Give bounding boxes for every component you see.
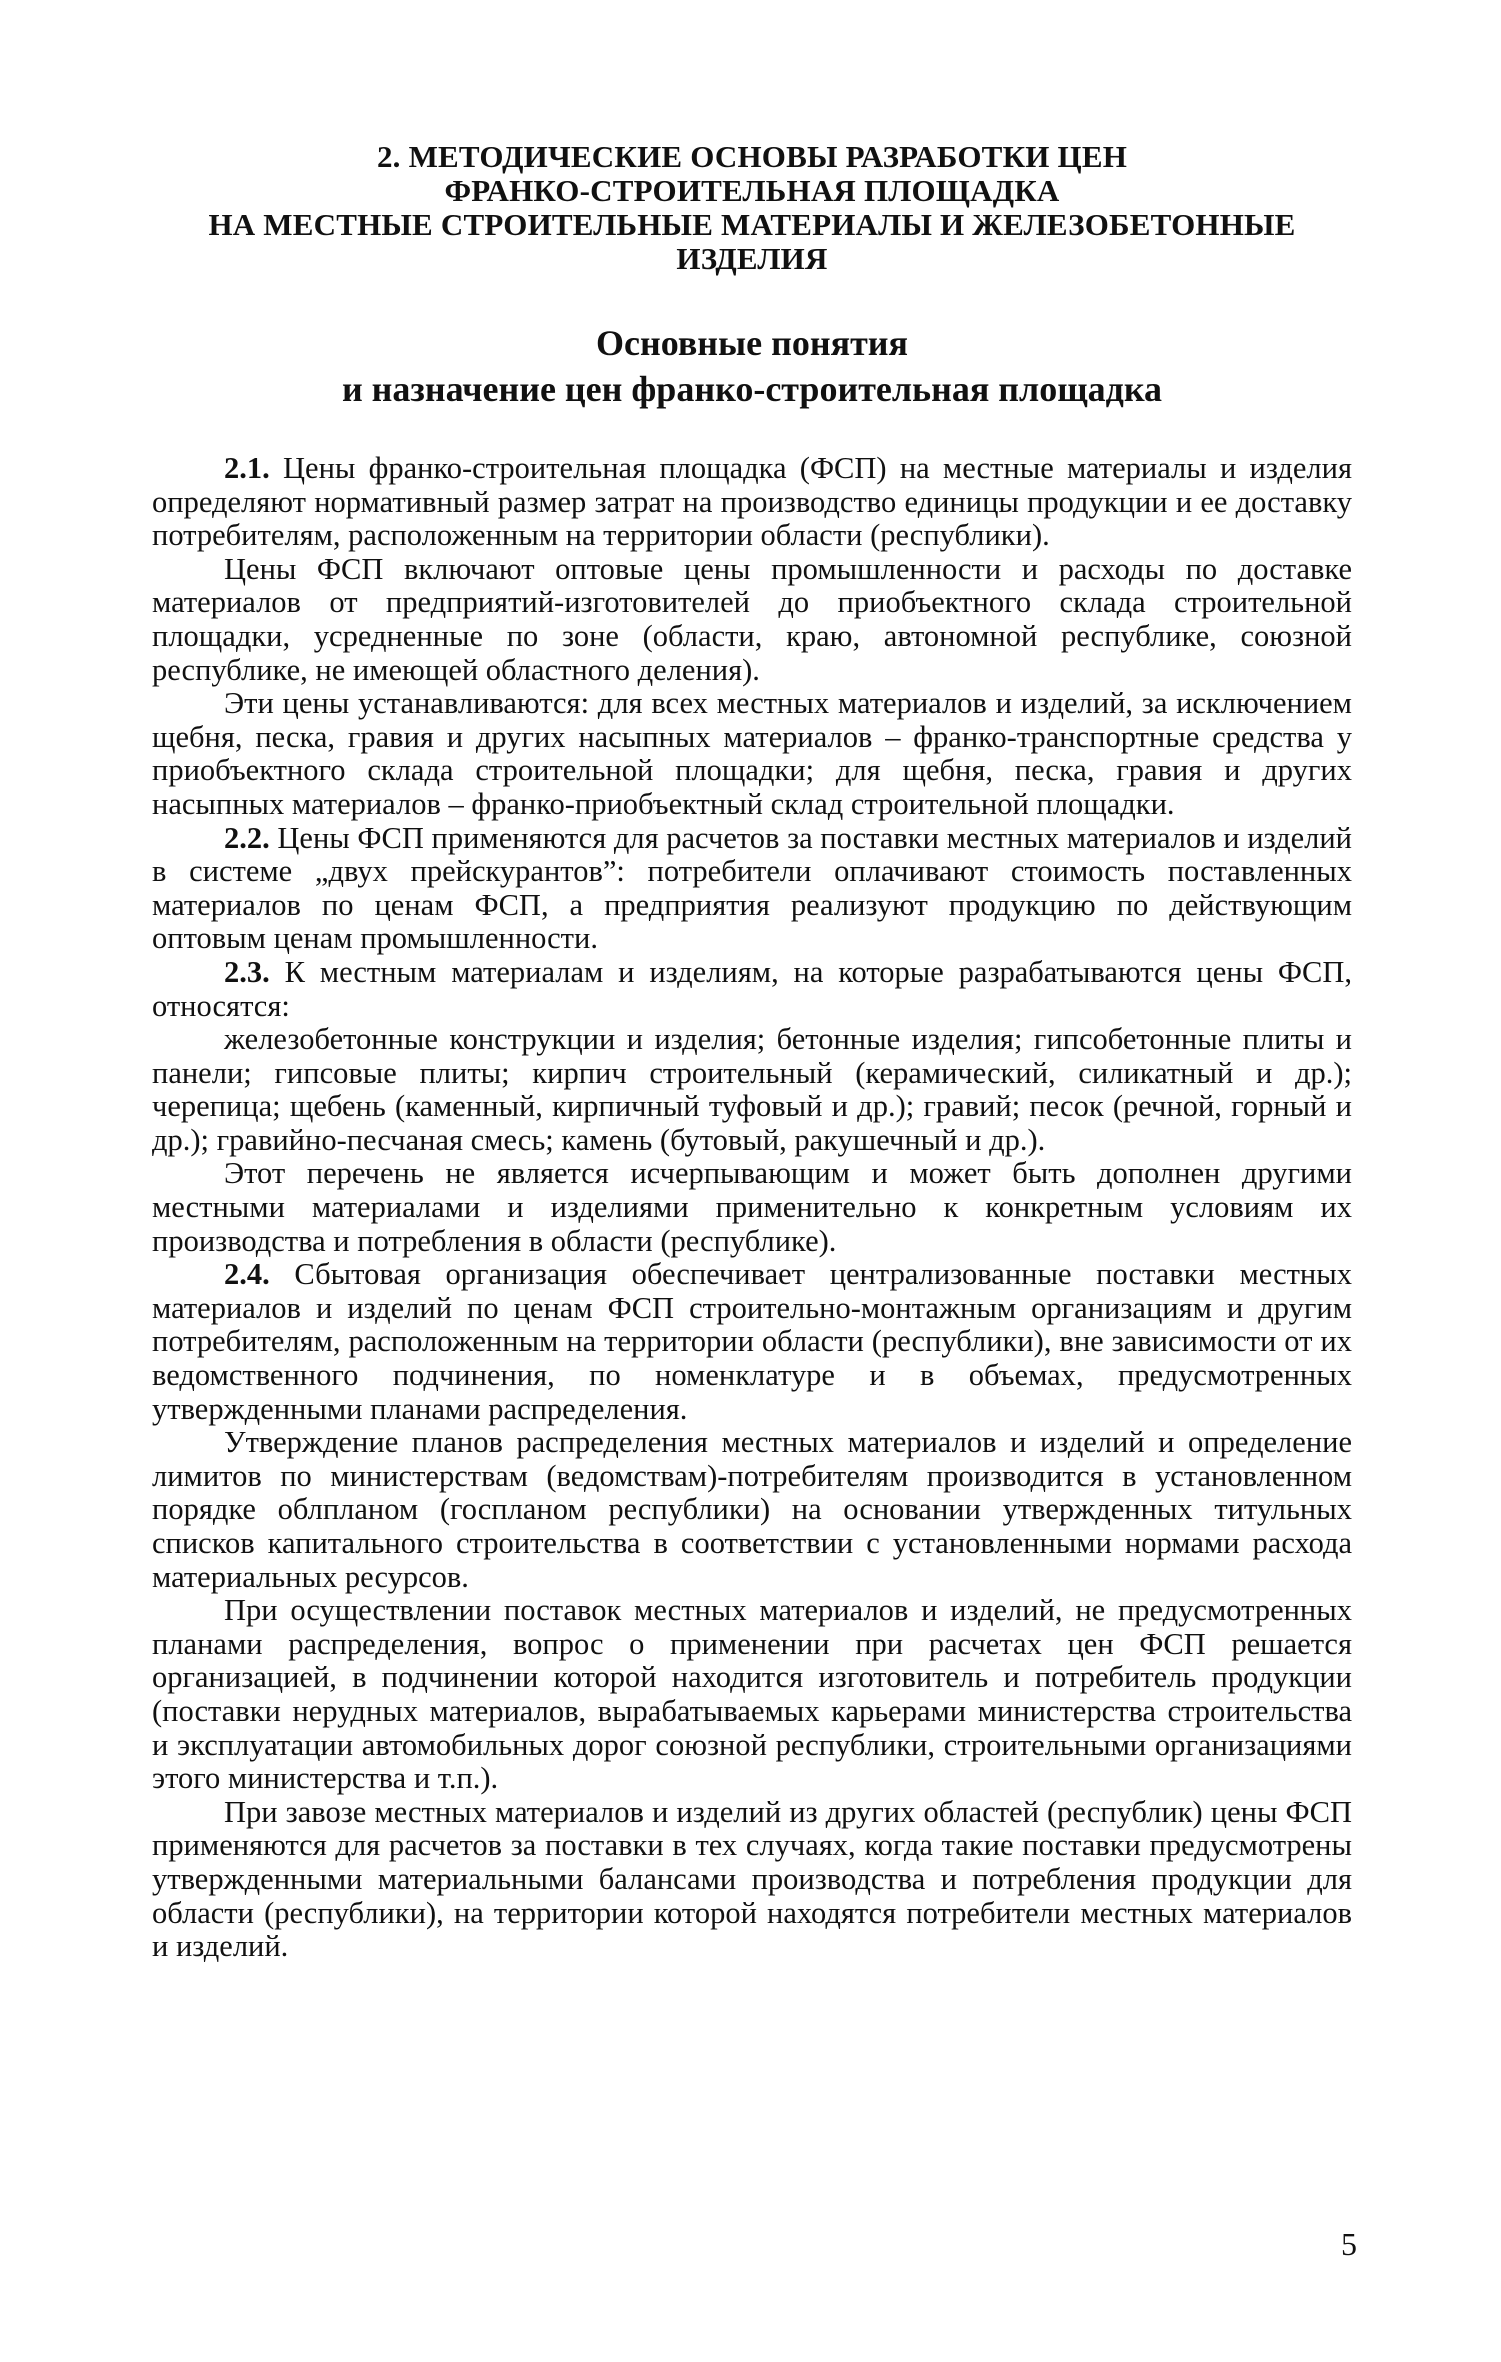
paragraph-number: 2.1.: [224, 451, 270, 485]
section-title-line-2: и назначение цен франко-строительная площадка: [341, 369, 1163, 409]
paragraph-number: 2.4.: [224, 1257, 270, 1292]
section-title: [152, 320, 1352, 412]
chapter-title-line-2: ФРАНКО-СТРОИТЕЛЬНАЯ ПЛОЩАДКА: [444, 173, 1060, 208]
paragraph-text: Цены ФСП применяются для расчетов за поставки местных материалов и изделий в системе „двух прейскурантов”: потребители оплачивают стоимость поставленных материалов по ценам ФСП, а предприятия реализуют продукцию по действующим оптовым ценам промышленности.: [152, 820, 1353, 956]
chapter-title-line-1: 2. МЕТОДИЧЕСКИЕ ОСНОВЫ РАЗРАБОТКИ ЦЕН: [376, 139, 1128, 174]
paragraph-number: 2.3.: [224, 954, 270, 989]
paragraph-2-4-c: При осуществлении поставок местных материалов и изделий, не предусмотренных планами распределения, вопрос о применении при расчетах цен ФСП решается организацией, в подчинении которой находится изготовитель и потребитель продукции (поставки нерудных материалов, вырабатываемых карьерами министерства строительства и эксплуатации автомобильных дорог союзной республики, строительными организациями этого министерства и т.п.).: [152, 1593, 1352, 1796]
paragraph-2-1-c: Эти цены устанавливаются: для всех местных материалов и изделий, за исключением щебня, песка, гравия и других насыпных материалов – франко-транспортные средства у приобъектного склада строительной площадки; для щебня, песка, гравия и других насыпных материалов – франко-приобъектный склад строительной площадки.: [152, 686, 1352, 821]
paragraph-2-1-b: Цены ФСП включают оптовые цены промышленности и расходы по доставке материалов от предприятий-изготовителей до приобъектного склада строительной площадки, усредненные по зоне (области, краю, автономной республике, союзной республике, не имеющей областного деления).: [152, 551, 1352, 687]
paragraph-text: Цены франко-строительная площадка (ФСП) на местные материалы и изделия определяют нормативный размер затрат на производство единицы продукции и ее доставку потребителям, расположенным на территории области (республики).: [152, 451, 1353, 553]
page-number: 5: [1341, 2226, 1357, 2262]
paragraph-2-3-list: железобетонные конструкции и изделия; бетонные изделия; гипсобетонные плиты и панели; гипсовые плиты; кирпич строительный (керамический, силикатный и др.); черепица; щебень (каменный, кирпичный туфовый и др.); гравий; песок (речной, горный и др.); гравийно-песчаная смесь; камень (бутовый, ракушечный и др.).: [152, 1022, 1352, 1157]
paragraph-2-1: [152, 452, 1352, 553]
body-text: [152, 452, 1352, 1964]
chapter-title-line-3: НА МЕСТНЫЕ СТРОИТЕЛЬНЫЕ МАТЕРИАЛЫ И ЖЕЛЕЗОБЕТОННЫЕ: [208, 207, 1296, 242]
section-title-line-1: Основные понятия: [596, 323, 908, 363]
chapter-title-line-4: ИЗДЕЛИЯ: [676, 241, 828, 276]
paragraph-2-4-b: Утверждение планов распределения местных материалов и изделий и определение лимитов по министерствам (ведомствам)-потребителям производится в установленном порядке облпланом (госпланом республики) на основании утвержденных титульных списков капитального строительства в соответствии с установленными нормами расхода материальных ресурсов.: [152, 1425, 1352, 1594]
paragraph-text: К местным материалам и изделиям, на которые разрабатываются цены ФСП, относятся:: [152, 954, 1352, 1023]
page-content: [152, 140, 1352, 1964]
paragraph-2-3-b: Этот перечень не является исчерпывающим и может быть дополнен другими местными материалами и изделиями применительно к конкретным условиям их производства и потребления в области (республике).: [152, 1156, 1352, 1258]
paragraph-2-4-d: При завозе местных материалов и изделий из других областей (республик) цены ФСП применяются для расчетов за поставки в тех случаях, когда такие поставки предусмотрены утвержденными материальными балансами производства и потребления продукции для области (республики), на территории которой находятся потребители местных материалов и изделий.: [152, 1794, 1352, 1964]
paragraph-text: Сбытовая организация обеспечивает централизованные поставки местных материалов и изделий по ценам ФСП строительно-монтажным организациям и другим потребителям, расположенным на территории области (республики), вне зависимости от их ведомственного подчинения, по номенклатуре и в объемах, предусмотренных утвержденными планами распределения.: [152, 1257, 1353, 1426]
paragraph-2-3: [152, 956, 1352, 1023]
paragraph-2-4: [152, 1258, 1352, 1426]
paragraph-number: 2.2.: [224, 820, 270, 855]
chapter-title: [152, 140, 1352, 276]
paragraph-2-2: [152, 822, 1352, 956]
